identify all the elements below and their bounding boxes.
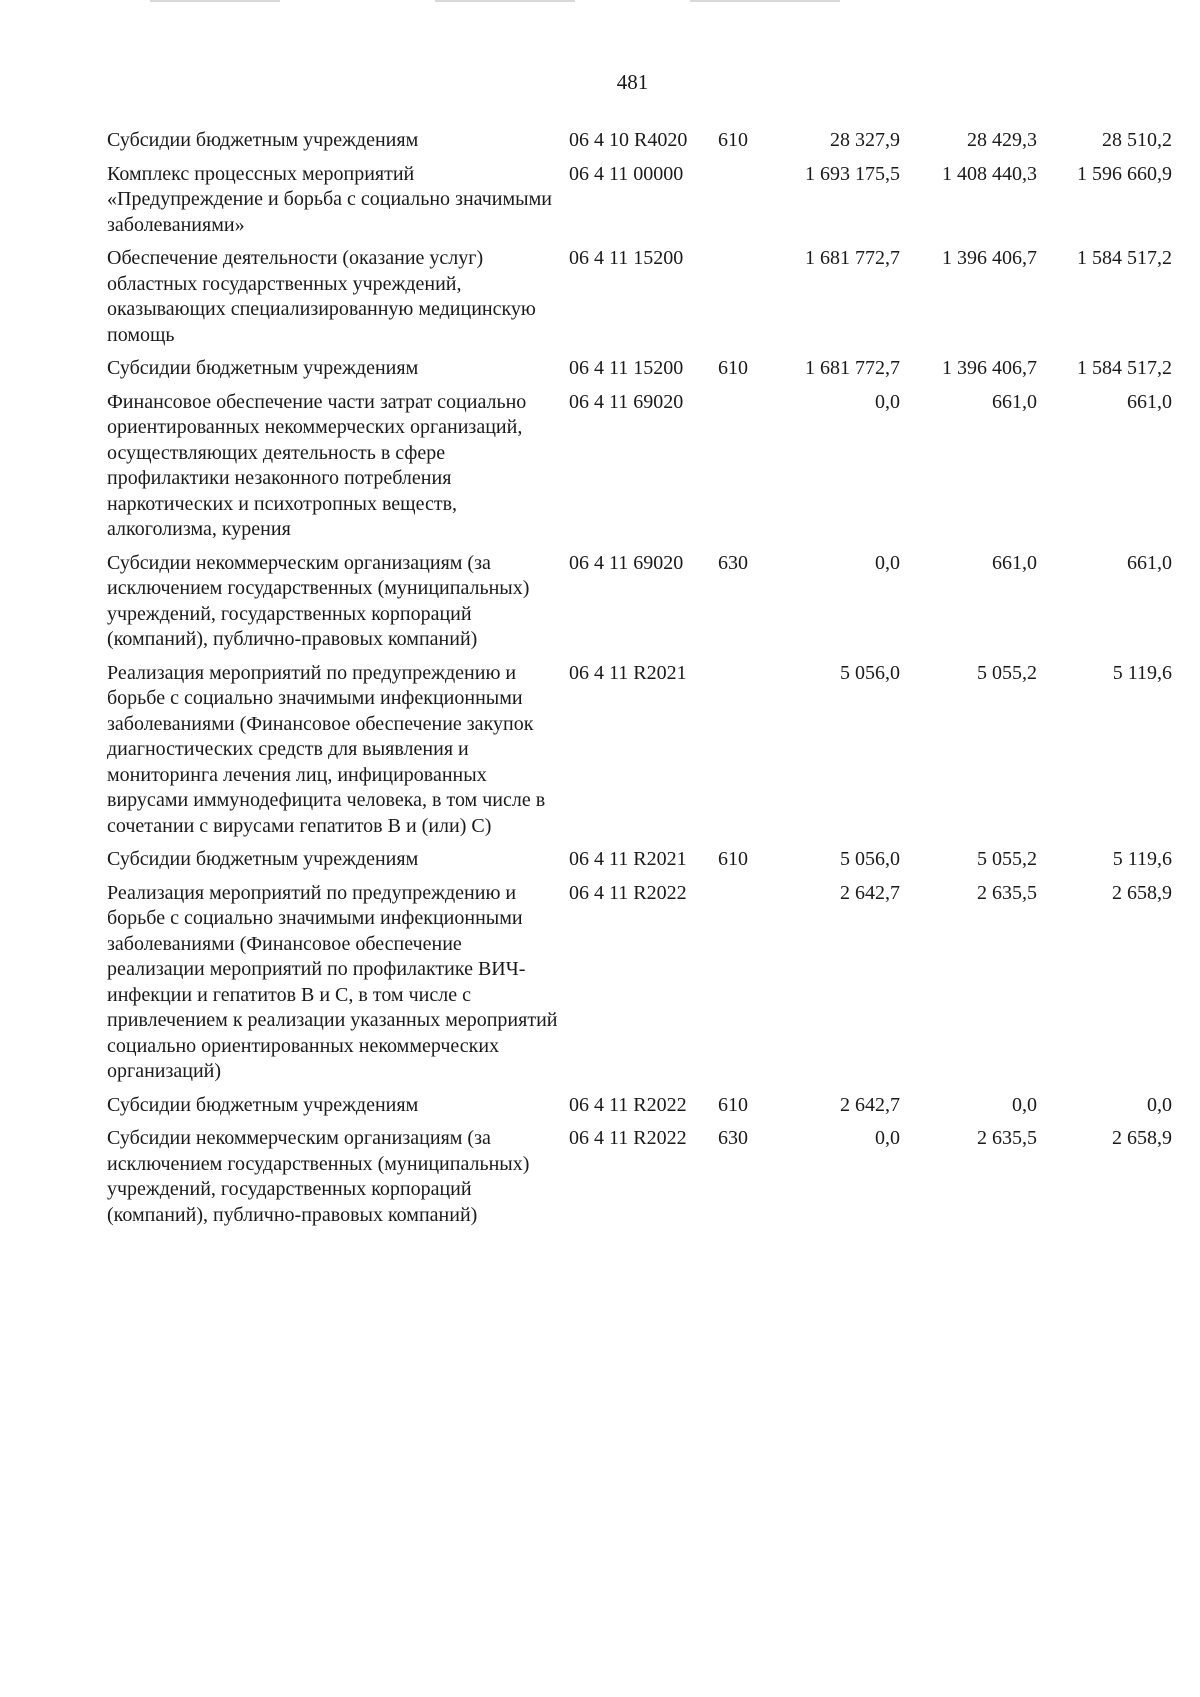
table-row bbox=[107, 128, 1172, 162]
row-name: Субсидии бюджетным учреждениям bbox=[107, 848, 419, 870]
row-code: 06 4 11 15200 bbox=[569, 247, 684, 269]
row-code: 06 4 11 R2022 bbox=[569, 1127, 687, 1149]
row-value-2: 5 055,2 bbox=[977, 661, 1037, 684]
row-name: Реализация мероприятий по предупреждению и борьбе с социально значимыми инфекционными заболеваниями (Финансовое обеспечение реализации мероприятий по профилактике ВИЧ-инфекции и гепатитов B и C, в том числе с привлечением к реализации указанных мероприятий социально ориентированных некоммерческих организаций) bbox=[107, 881, 558, 1082]
row-code: 06 4 11 15200 bbox=[569, 357, 684, 379]
row-code: 06 4 11 R2022 bbox=[569, 881, 687, 904]
row-value-2: 661,0 bbox=[992, 390, 1037, 413]
row-value-1: 0,0 bbox=[875, 1127, 900, 1149]
table-row bbox=[107, 1126, 1172, 1236]
row-name: Комплекс процессных мероприятий «Предупреждение и борьба с социально значимыми заболеваниями» bbox=[107, 162, 552, 236]
budget-table bbox=[107, 128, 1172, 1236]
row-code: 06 4 11 69020 bbox=[569, 390, 684, 413]
row-value-1: 1 681 772,7 bbox=[805, 357, 900, 379]
table-row bbox=[107, 661, 1172, 848]
row-value-3: 2 658,9 bbox=[1112, 881, 1172, 904]
row-value-2: 1 396 406,7 bbox=[942, 247, 1037, 269]
table-row bbox=[107, 847, 1172, 881]
row-value-3: 28 510,2 bbox=[1102, 129, 1172, 151]
row-value-1: 2 642,7 bbox=[840, 1093, 900, 1116]
row-code: 06 4 11 R2021 bbox=[569, 848, 687, 870]
row-value-3: 0,0 bbox=[1147, 1093, 1172, 1116]
row-value-2: 2 635,5 bbox=[977, 1127, 1037, 1149]
row-type: 610 bbox=[718, 1093, 748, 1116]
row-value-1: 5 056,0 bbox=[840, 661, 900, 684]
table-row bbox=[107, 1093, 1172, 1127]
row-type bbox=[714, 881, 780, 1093]
row-name: Субсидии некоммерческим организациям (за исключением государственных (муниципальных) учреждений, государственных корпораций (компаний), публично-правовых компаний) bbox=[107, 551, 530, 650]
table-row bbox=[107, 356, 1172, 390]
row-value-2: 0,0 bbox=[1012, 1093, 1037, 1116]
row-value-1: 5 056,0 bbox=[840, 848, 900, 870]
row-value-3: 5 119,6 bbox=[1112, 661, 1172, 684]
row-type bbox=[714, 661, 780, 848]
row-value-3: 661,0 bbox=[1127, 551, 1172, 574]
table-row bbox=[107, 881, 1172, 1093]
row-code: 06 4 11 R2021 bbox=[569, 661, 687, 684]
row-value-3: 5 119,6 bbox=[1112, 848, 1172, 870]
row-value-1: 1 681 772,7 bbox=[805, 247, 900, 269]
row-type: 630 bbox=[718, 1127, 748, 1149]
row-value-1: 1 693 175,5 bbox=[805, 162, 900, 185]
row-name: Финансовое обеспечение части затрат социально ориентированных некоммерческих организаций, осуществляющих деятельность в сфере профилактики незаконного потребления наркотических и психотропных веществ, алкоголизма, курения bbox=[107, 390, 527, 540]
row-type: 610 bbox=[718, 357, 748, 379]
row-name: Субсидии бюджетным учреждениям bbox=[107, 357, 419, 379]
row-type: 630 bbox=[718, 551, 748, 574]
row-type bbox=[714, 390, 780, 551]
row-value-3: 1 584 517,2 bbox=[1077, 247, 1172, 269]
row-name: Реализация мероприятий по предупреждению и борьбе с социально значимыми инфекционными заболеваниями (Финансовое обеспечение закупок диагностических средств для выявления и мониторинга лечения лиц, инфицированных вирусами иммунодефицита человека, в том числе в сочетании с вирусами гепатитов B и (или) C) bbox=[107, 661, 546, 837]
row-type bbox=[714, 246, 780, 356]
row-value-3: 2 658,9 bbox=[1112, 1127, 1172, 1149]
row-name: Субсидии бюджетным учреждениям bbox=[107, 1093, 419, 1116]
row-value-1: 0,0 bbox=[875, 390, 900, 413]
row-value-2: 1 408 440,3 bbox=[942, 162, 1037, 185]
table-row bbox=[107, 162, 1172, 247]
page-number: 481 bbox=[616, 70, 649, 94]
scan-artifact bbox=[150, 0, 280, 2]
row-type: 610 bbox=[718, 848, 748, 870]
row-name: Обеспечение деятельности (оказание услуг) областных государственных учреждений, оказывающих специализированную медицинскую помощь bbox=[107, 247, 536, 346]
row-code: 06 4 10 R4020 bbox=[569, 129, 688, 151]
row-type: 610 bbox=[718, 129, 748, 151]
row-value-1: 28 327,9 bbox=[830, 129, 900, 151]
row-value-2: 661,0 bbox=[992, 551, 1037, 574]
row-value-3: 1 584 517,2 bbox=[1077, 357, 1172, 379]
row-value-2: 2 635,5 bbox=[977, 881, 1037, 904]
row-type bbox=[714, 162, 780, 247]
row-value-3: 1 596 660,9 bbox=[1077, 162, 1172, 185]
scan-artifact bbox=[690, 0, 840, 2]
row-value-2: 5 055,2 bbox=[977, 848, 1037, 870]
table-row bbox=[107, 551, 1172, 661]
scan-artifact bbox=[435, 0, 575, 2]
table-row bbox=[107, 246, 1172, 356]
row-value-2: 1 396 406,7 bbox=[942, 357, 1037, 379]
row-value-1: 2 642,7 bbox=[840, 881, 900, 904]
table-row bbox=[107, 390, 1172, 551]
row-code: 06 4 11 69020 bbox=[569, 551, 684, 574]
row-code: 06 4 11 00000 bbox=[569, 162, 684, 185]
row-value-1: 0,0 bbox=[875, 551, 900, 574]
row-value-2: 28 429,3 bbox=[967, 129, 1037, 151]
row-name: Субсидии некоммерческим организациям (за исключением государственных (муниципальных) учреждений, государственных корпораций (компаний), публично-правовых компаний) bbox=[107, 1127, 530, 1226]
row-value-3: 661,0 bbox=[1127, 390, 1172, 413]
row-code: 06 4 11 R2022 bbox=[569, 1093, 687, 1116]
row-name: Субсидии бюджетным учреждениям bbox=[107, 129, 419, 151]
